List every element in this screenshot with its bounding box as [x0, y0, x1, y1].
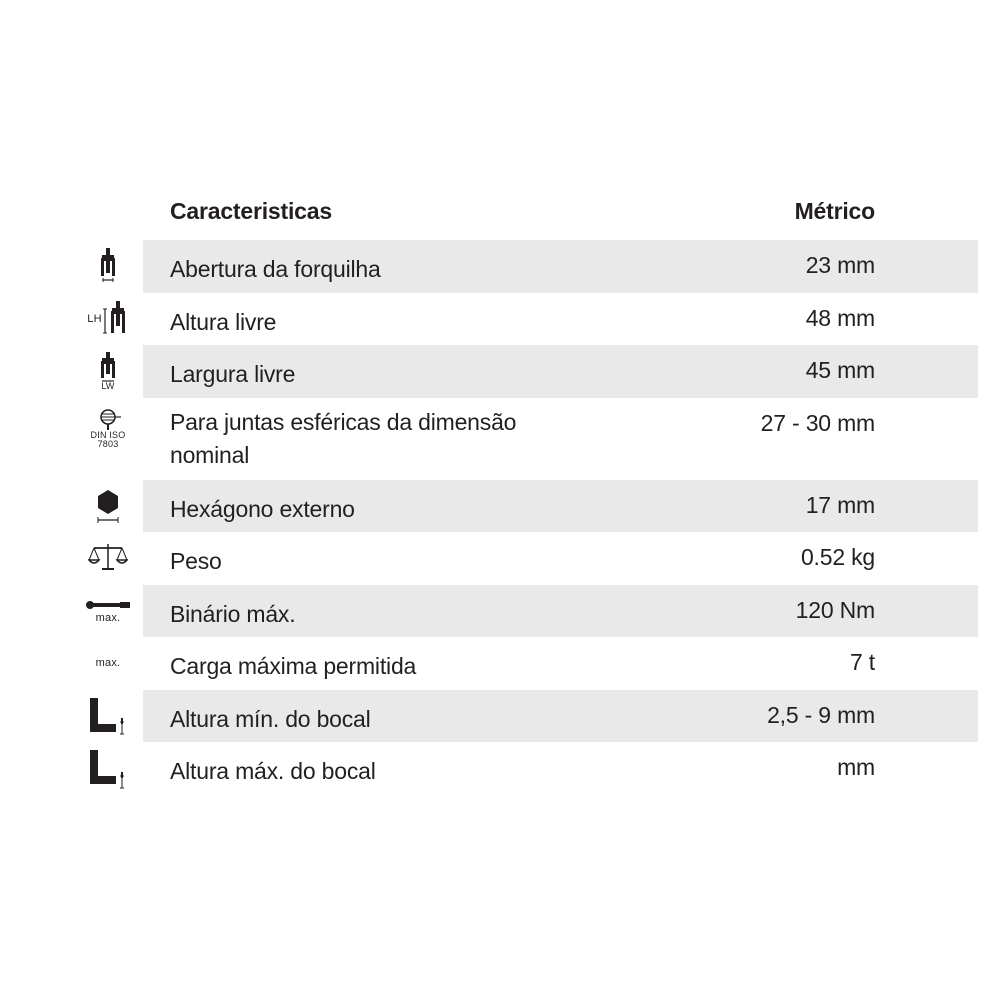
icon-text-din-iso: DIN ISO [90, 429, 126, 440]
nozzle-min-height-icon [78, 690, 138, 742]
weight-scale-icon [78, 532, 138, 584]
row-value: 23 mm [805, 252, 875, 278]
row-value: 2,5 - 9 mm [767, 701, 875, 728]
nozzle-max-height-icon [78, 742, 138, 794]
table-row [0, 293, 1000, 346]
table-row [0, 480, 1000, 533]
row-label: Para juntas esféricas da dimensão nominal [170, 408, 517, 468]
table-row [0, 585, 1000, 638]
row-label: Hexágono externo [170, 495, 355, 522]
row-value: 48 mm [805, 304, 875, 331]
torque-wrench-icon [78, 585, 138, 637]
table-row [0, 690, 1000, 743]
table-row [0, 532, 1000, 585]
icon-text-max: max. [95, 657, 121, 669]
external-hexagon-icon [78, 480, 138, 532]
puller-free-width-icon [78, 345, 138, 397]
row-value: 27 - 30 mm [760, 409, 875, 436]
row-value: 17 mm [805, 491, 875, 518]
icon-text-7803: 7803 [97, 438, 119, 449]
spec-table [0, 188, 1000, 795]
row-label: Altura mín. do bocal [170, 705, 371, 732]
row-label: Abertura da forquilha [170, 256, 381, 282]
table-row [0, 637, 1000, 690]
header-metric: Métrico [794, 198, 875, 224]
row-value: mm [837, 754, 875, 780]
row-value: 45 mm [805, 357, 875, 383]
max-load-icon [78, 637, 138, 689]
table-row [0, 240, 1000, 293]
table-row [0, 345, 1000, 398]
icon-text-max: max. [95, 611, 121, 624]
ball-joint-din-iso-icon [78, 398, 138, 458]
header-characteristics: Caracteristicas [170, 198, 332, 224]
row-value: 120 Nm [795, 596, 875, 623]
puller-free-height-icon [78, 293, 138, 345]
icon-text-lh: LH [87, 312, 102, 325]
table-row [0, 398, 1000, 480]
row-label: Largura livre [170, 361, 296, 387]
row-value: 7 t [850, 649, 875, 675]
table-row [0, 742, 1000, 795]
row-label: Binário máx. [170, 600, 296, 627]
row-label: Peso [170, 548, 222, 574]
puller-jaw-opening-icon [78, 240, 138, 292]
row-label: Altura livre [170, 308, 277, 335]
icon-text-lw: LW [101, 380, 115, 391]
row-label: Altura máx. do bocal [170, 758, 376, 784]
table-header [0, 188, 1000, 240]
row-value: 0.52 kg [800, 544, 875, 570]
row-label: Carga máxima permitida [170, 653, 417, 679]
